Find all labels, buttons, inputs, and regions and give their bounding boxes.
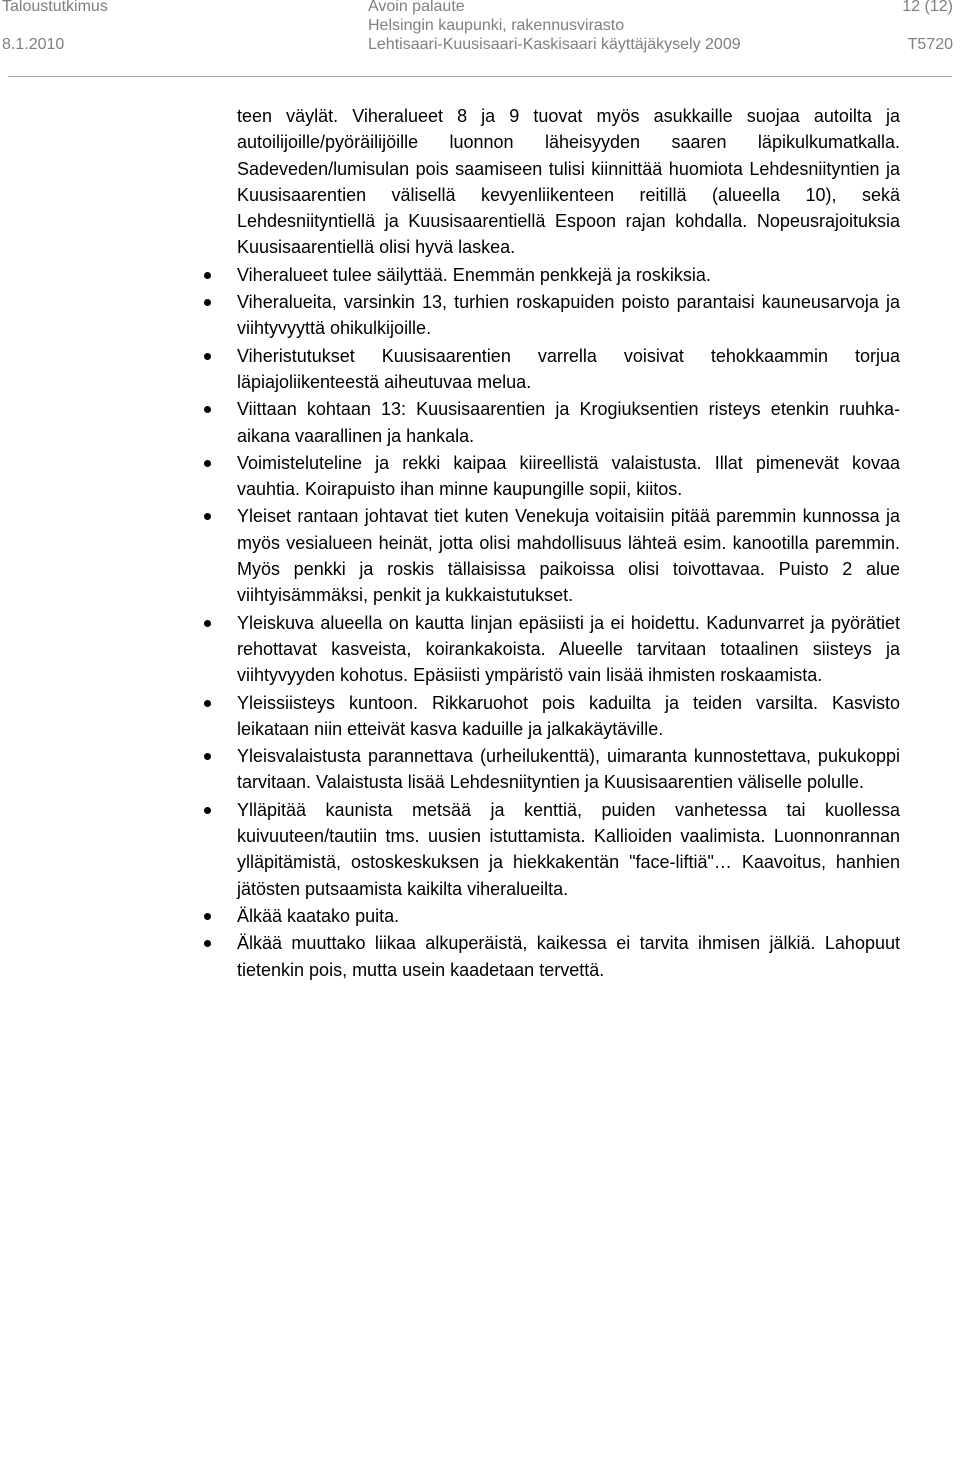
header-section-title: Avoin palaute xyxy=(368,0,465,15)
list-item: Viheralueet tulee säilyttää. Enemmän penkkejä ja roskiksia. xyxy=(237,262,900,288)
list-item: Viheralueita, varsinkin 13, turhien roskapuiden poisto parantaisi kauneusarvoja ja viihtyvyyttä ohikulkijoille. xyxy=(237,289,900,342)
header-divider xyxy=(8,76,952,77)
header-company: Taloustutkimus xyxy=(2,0,108,15)
header-project-code: T5720 xyxy=(907,36,953,53)
document-body xyxy=(237,103,900,983)
intro-paragraph: teen väylät. Viheralueet 8 ja 9 tuovat myös asukkaille suojaa autoilta ja autoilijoille/pyöräilijöille luonnon läheisyyden saaren läpikulkumatkalla. Sadeveden/lumisulan pois saamiseen tulisi kiinnittää huomiota Lehdesniityntien ja Kuusisaarentien välisellä kevyenliikenteen reitillä (alueella 10), sekä Lehdesniityntiellä ja Kuusisaarentiellä Espoon rajan kohdalla. Nopeusrajoituksia Kuusisaarentiellä olisi hyvä laskea. xyxy=(237,106,900,258)
header-date: 8.1.2010 xyxy=(2,36,65,53)
list-item: Viittaan kohtaan 13: Kuusisaarentien ja Krogiuksentien risteys etenkin ruuhka-aikana vaarallinen ja hankala. xyxy=(237,396,900,449)
list-item: Voimisteluteline ja rekki kaipaa kiireellistä valaistusta. Illat pimenevät kovaa vauhtia. Koirapuisto ihan minne kaupungille sopii, kiitos. xyxy=(237,450,900,503)
header-survey-title: Lehtisaari-Kuusisaari-Kaskisaari käyttäjäkysely 2009 xyxy=(368,36,741,53)
list-item: Älkää muuttako liikaa alkuperäistä, kaikessa ei tarvita ihmisen jälkiä. Lahopuut tietenkin pois, mutta usein kaadetaan tervettä. xyxy=(237,930,900,983)
list-item: Ylläpitää kaunista metsää ja kenttiä, puiden vanhetessa tai kuollessa kuivuuteen/tautiin tms. uusien istuttamista. Kallioiden vaalimista. Luonnonrannan ylläpitämistä, ostoskeskuksen ja hiekkakentän "face-liftiä"… Kaavoitus, hanhien jätösten putsaamista kaikilta viheralueilta. xyxy=(237,797,900,902)
feedback-list xyxy=(237,262,900,983)
list-item: Viheristutukset Kuusisaarentien varrella voisivat tehokkaammin torjua läpiajoliikenteestä aiheutuvaa melua. xyxy=(237,343,900,396)
header-client: Helsingin kaupunki, rakennusvirasto xyxy=(368,17,625,34)
list-item: Älkää kaatako puita. xyxy=(237,903,900,929)
list-item: Yleissiisteys kuntoon. Rikkaruohot pois kaduilta ja teiden varsilta. Kasvisto leikataan niin etteivät kasva kaduille ja jalkakäytäville. xyxy=(237,690,900,743)
list-item: Yleiset rantaan johtavat tiet kuten Venekuja voitaisiin pitää paremmin kunnossa ja myös vesialueen heinät, jotta olisi mahdollisuus lähteä esim. kanootilla paremmin. Myös penkki ja roskis tällaisissa paikoissa olisi toivottavaa. Puisto 2 alue viihtyisämmäksi, penkit ja kukkaistutukset. xyxy=(237,503,900,608)
list-item: Yleisvalaistusta parannettava (urheilukenttä), uimaranta kunnostettava, pukukoppi tarvitaan. Valaistusta lisää Lehdesniityntien ja Kuusisaarentien väliselle polulle. xyxy=(237,743,900,796)
header-page-number: 12 (12) xyxy=(902,0,953,15)
list-item: Yleiskuva alueella on kautta linjan epäsiisti ja ei hoidettu. Kadunvarret ja pyörätiet rehottavat kasveista, koirankakoista. Alueelle tarvitaan totaalinen siisteys ja viihtyvyyden kohotus. Epäsiisti ympäristö vain lisää ihmisten roskaamista. xyxy=(237,610,900,689)
